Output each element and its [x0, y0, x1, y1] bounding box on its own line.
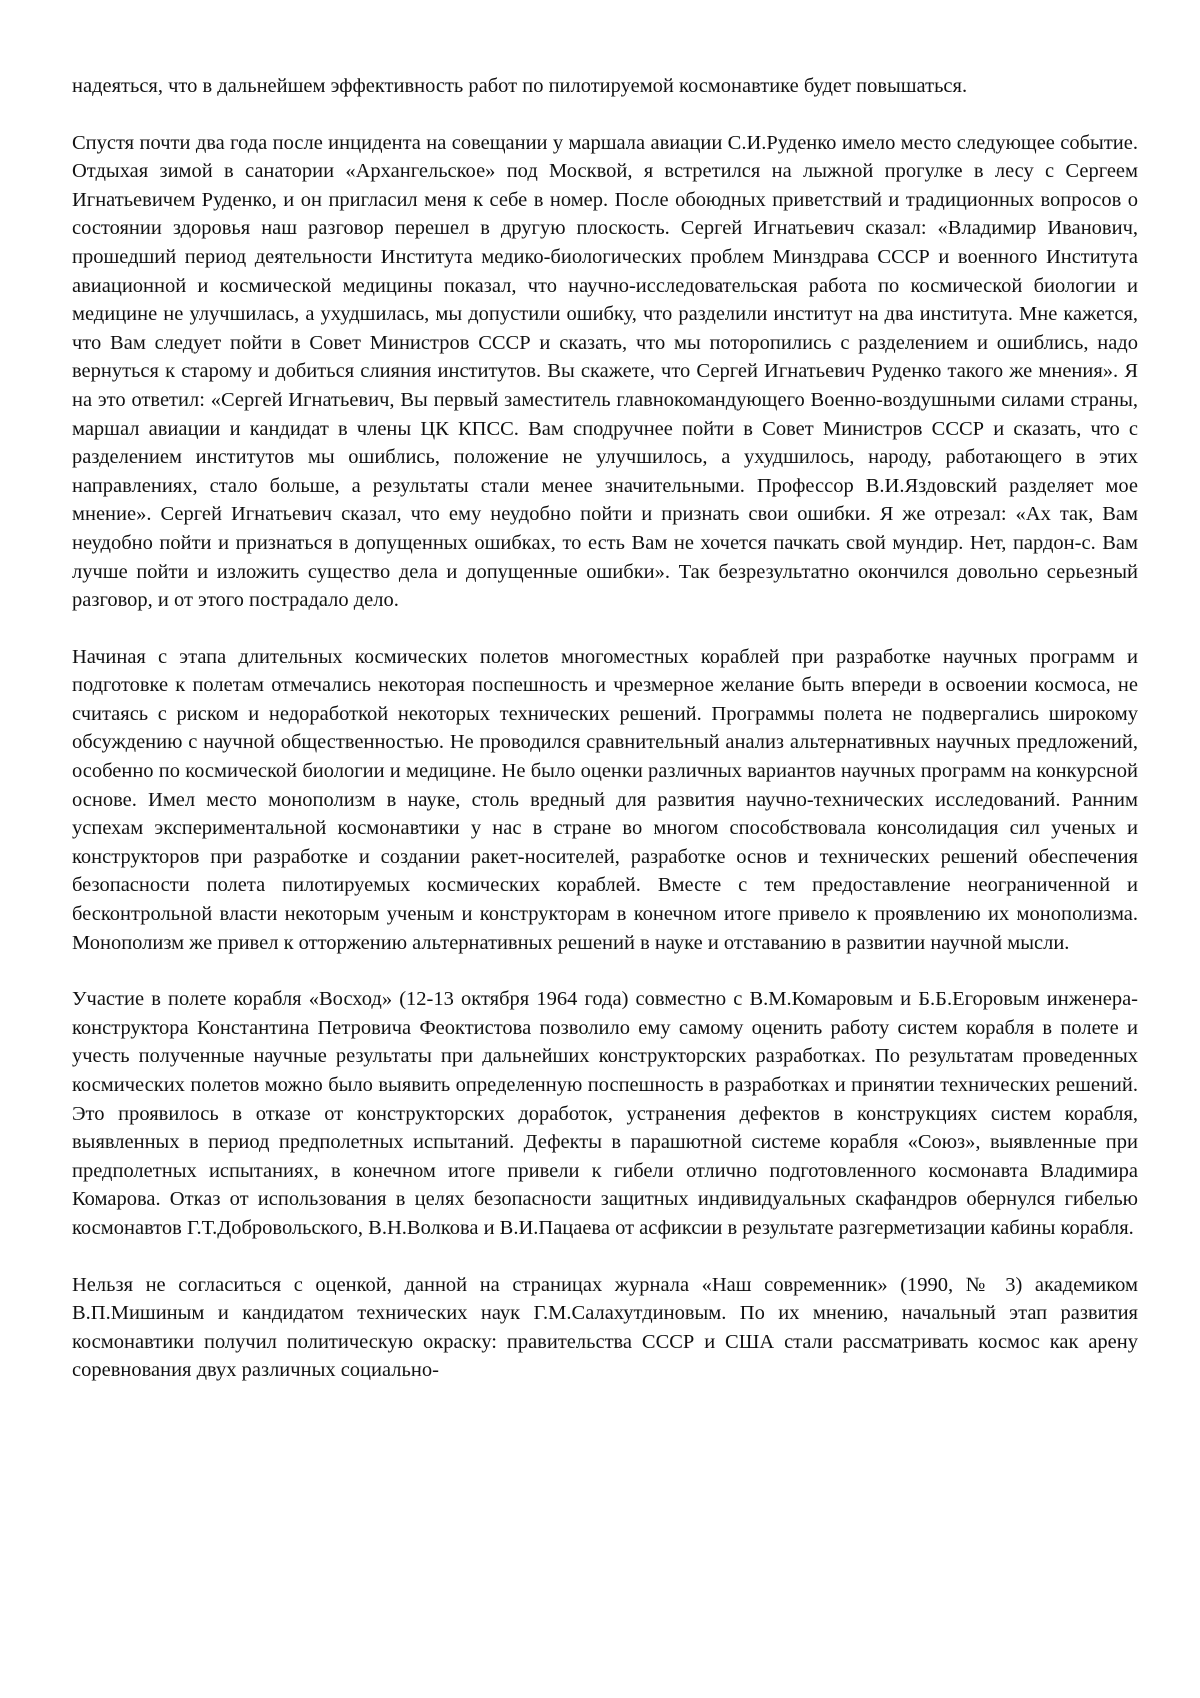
- paragraph-continuation: надеяться, что в дальнейшем эффективность работ по пилотируемой космонавтике будет повышаться.: [72, 75, 968, 97]
- document-page: [72, 72, 1138, 1385]
- paragraph-rudenko-conversation: Спустя почти два года после инцидента на совещании у маршала авиации С.И.Руденко имело место следующее событие. Отдыхая зимой в санатории «Архангельское» под Москвой, я встретился на лыжной прогулке в лесу с Сергеем Игнатьевичем Руденко, и он пригласил меня к себе в номер. После обоюдных приветствий и традиционных вопросов о состоянии здоровья наш разговор перешел в другую плоскость. Сергей Игнатьевич сказал: «Владимир Иванович, прошедший период деятельности Института медико-биологических проблем Минздрава СССР и военного Института авиационной и космической медицины показал, что научно-исследовательская работа по космической биологии и медицине не улучшилась, а ухудшилась, мы допустили ошибку, что разделили институт на два института. Мне кажется, что Вам следует пойти в Совет Министров СССР и сказать, что мы поторопились с разделением и ошиблись, надо вернуться к старому и добиться слияния институтов. Вы скажете, что Сергей Игнатьевич Руденко такого же мнения». Я на это ответил: «Сергей Игнатьевич, Вы первый заместитель главнокомандующего Военно-воздушными силами страны, маршал авиации и кандидат в члены ЦК КПСС. Вам сподручнее пойти в Совет Министров СССР и сказать, что с разделением институтов мы ошиблись, положение не улучшилось, а ухудшилось, народу, работающего в этих направлениях, стало больше, а результаты стали менее значительными. Профессор В.И.Яздовский разделяет мое мнение». Сергей Игнатьевич сказал, что ему неудобно пойти и признать свои ошибки. Я же отрезал: «Ах так, Вам неудобно пойти и признаться в допущенных ошибках, то есть Вам не хочется пачкать свой мундир. Нет, пардон-с. Вам лучше пойти и изложить существо дела и допущенные ошибки». Так безрезультатно окончился довольно серьезный разговор, и от этого пострадало дело.: [72, 131, 1138, 612]
- paragraph-nash-sovremennik: Нельзя не согласиться с оценкой, данной на страницах журнала «Наш современник» (1990, № 3) академиком В.П.Мишиным и кандидатом технических наук Г.М.Салахутдиновым. По их мнению, начальный этап развития космонавтики получил политическую окраску: правительства СССР и США стали рассматривать космос как арену соревнования двух различных социально-: [72, 1273, 1138, 1382]
- paragraph-monopolism: Начиная с этапа длительных космических полетов многоместных кораблей при разработке научных программ и подготовке к полетам отмечались некоторая поспешность и чрезмерное желание быть впереди в освоении космоса, не считаясь с риском и недоработкой некоторых технических решений. Программы полета не подвергались широкому обсуждению с научной общественностью. Не проводился сравнительный анализ альтернативных научных предложений, особенно по космической биологии и медицине. Не было оценки различных вариантов научных программ на конкурсной основе. Имел место монополизм в науке, столь вредный для развития научно-технических исследований. Ранним успехам экспериментальной космонавтики у нас в стране во многом способствовала консолидация сил ученых и конструкторов при разработке и создании ракет-носителей, разработке основ и технических решений обеспечения безопасности полета пилотируемых космических кораблей. Вместе с тем предоставление неограниченной и бесконтрольной власти некоторым ученым и конструкторам в конечном итоге привело к проявлению их монополизма. Монополизм же привел к отторжению альтернативных решений в науке и отставанию в развитии научной мысли.: [72, 645, 1138, 954]
- paragraph-voskhod-flight: Участие в полете корабля «Восход» (12-13 октября 1964 года) совместно с В.М.Комаровым и Б.Б.Егоровым инженера-конструктора Константина Петровича Феоктистова позволило ему самому оценить работу систем корабля в полете и учесть полученные научные результаты при дальнейших конструкторских разработках. По результатам проведенных космических полетов можно было выявить определенную поспешность в разработках и принятии технических решений. Это проявилось в отказе от конструкторских доработок, устранения дефектов в конструкциях систем корабля, выявленных в период предполетных испытаний. Дефекты в парашютной системе корабля «Союз», выявленные при предполетных испытаниях, в конечном итоге привели к гибели отлично подготовленного космонавта Владимира Комарова. Отказ от использования в целях безопасности защитных индивидуальных скафандров обернулся гибелью космонавтов Г.Т.Добровольского, В.Н.Волкова и В.И.Пацаева от асфиксии в результате разгерметизации кабины корабля.: [72, 988, 1138, 1239]
